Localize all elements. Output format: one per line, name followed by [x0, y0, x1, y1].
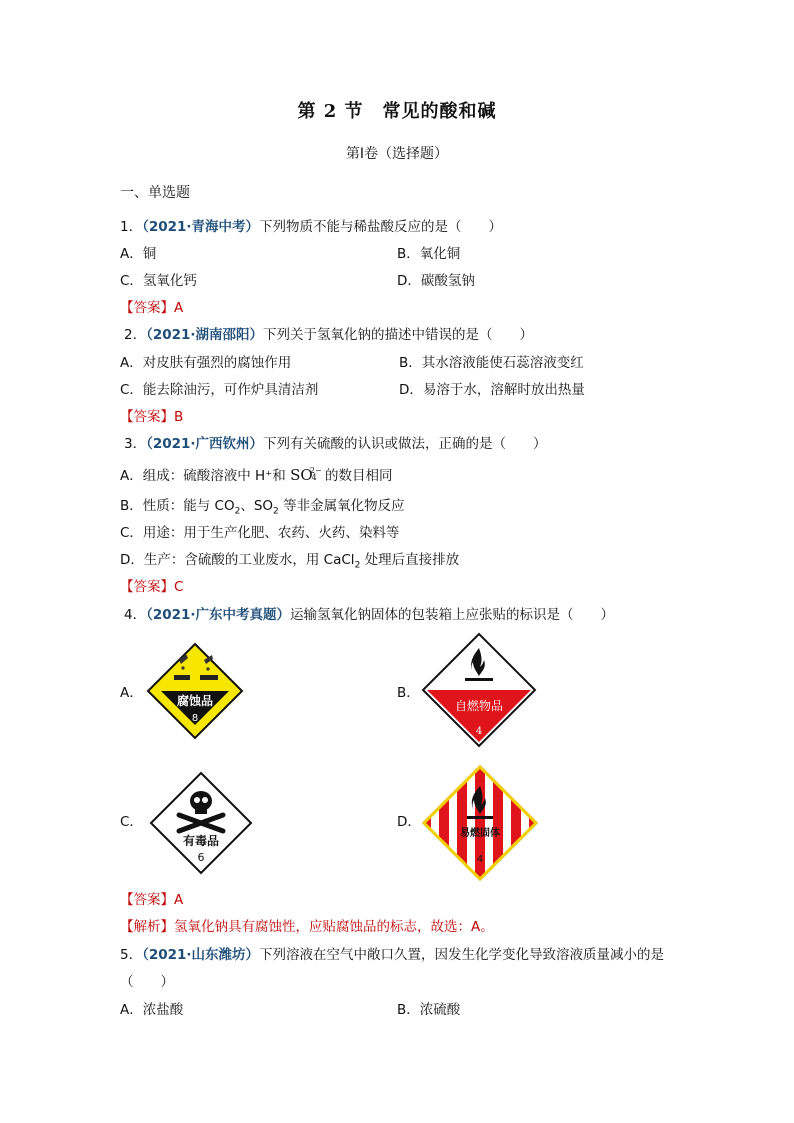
option-text: D．生产：含硫酸的工业废水，用 CaCl: [120, 552, 355, 568]
q4-option-a-label: A．: [120, 685, 143, 701]
answer-label: 【答案】: [120, 409, 174, 425]
answer-label: 【答案】: [120, 579, 174, 595]
sign-class-number: 6: [197, 851, 205, 864]
option-text: 、SO: [240, 498, 274, 514]
q5-option-a: A．浓盐酸: [120, 1002, 184, 1018]
sign-class-number: 4: [475, 726, 483, 737]
question-number: 3．: [124, 436, 147, 452]
sign-label: 腐蚀品: [176, 694, 214, 708]
answer-value: A: [174, 892, 184, 908]
q1-option-d: D．碳酸氢钠: [397, 273, 475, 289]
option-text: B．性质：能与 CO: [120, 498, 235, 514]
option-text: A．组成：硫酸溶液中 H⁺和: [120, 468, 291, 484]
sulfate-ion: [290, 466, 322, 484]
q1-answer: [120, 299, 183, 317]
question-text: 下列物质不能与稀盐酸反应的是（ ）: [259, 219, 503, 235]
q2-option-b: B．其水溶液能使石蕊溶液变红: [399, 355, 584, 371]
subscript: 2: [354, 560, 361, 571]
q4-option-c-label: C．: [120, 814, 143, 830]
sign-class-number: 4: [476, 854, 484, 865]
q2-option-c: C．能去除油污，可作炉具清洁剂: [120, 382, 319, 398]
question-source: （2021·广东中考真题）: [146, 607, 291, 623]
question-source: （2021·山东潍坊）: [142, 947, 260, 963]
corrosive-sign: [146, 642, 244, 740]
answer-value: B: [174, 409, 184, 425]
option-text: 等非金属氧化物反应: [278, 498, 405, 514]
question-3-stem: [124, 435, 547, 453]
question-text: 下列有关硫酸的认识或做法，正确的是（ ）: [263, 436, 547, 452]
toxic-sign: [149, 771, 253, 875]
sign-label: 自燃物品: [454, 699, 504, 713]
q1-option-a: A．铜: [120, 246, 157, 262]
subscript: 2: [273, 506, 279, 517]
q2-option-a: A．对皮肤有强烈的腐蚀作用: [120, 355, 292, 371]
q1-option-b: B．氧化铜: [397, 246, 461, 262]
option-text: 的数目相同: [320, 468, 393, 484]
q4-answer: [120, 891, 183, 909]
question-number: 5．: [120, 947, 143, 963]
answer-label: 【答案】: [120, 300, 174, 316]
section-heading: 一、单选题: [120, 185, 190, 201]
sign-label: 易燃固体: [460, 828, 500, 839]
question-5-stem: [120, 946, 664, 964]
page-subtitle: 第I卷（选择题）: [345, 146, 449, 162]
answer-label: 【答案】: [120, 892, 174, 908]
question-5-stem-cont: （ ）: [120, 974, 174, 990]
q3-option-c: C．用途：用于生产化肥、农药、火药、染料等: [120, 525, 400, 541]
q3-option-a: [120, 466, 392, 485]
q3-answer: [120, 578, 183, 596]
option-text: 处理后直接排放: [360, 552, 460, 568]
ion-subscript: 4: [311, 473, 317, 482]
analysis-label: 【解析】: [120, 919, 174, 935]
question-1-stem: [120, 218, 502, 236]
flammable-solid-sign: [421, 764, 539, 882]
q5-option-b: B．浓硫酸: [397, 1002, 461, 1018]
q1-option-c: C．氢氧化钙: [120, 273, 197, 289]
sign-label: 有毒品: [182, 834, 220, 848]
q2-answer: [120, 408, 183, 426]
ion-charge: 2−: [309, 466, 322, 475]
subscript: 2: [234, 506, 241, 517]
q4-analysis: [120, 918, 494, 936]
question-number: 4．: [124, 607, 147, 623]
question-2-stem: [124, 326, 533, 344]
question-text: 下列溶液在空气中敞口久置，因发生化学变化导致溶液质量减小的是: [259, 947, 665, 963]
q2-option-d: D．易溶于水，溶解时放出热量: [399, 382, 585, 398]
sign-class-number: 8: [191, 713, 199, 724]
q3-option-d: [120, 551, 459, 575]
question-source: （2021·广西钦州）: [146, 436, 264, 452]
question-number: 2．: [124, 327, 147, 343]
answer-value: C: [174, 579, 184, 595]
question-4-stem: [124, 606, 614, 624]
question-source: （2021·湖南邵阳）: [146, 327, 264, 343]
spontaneously-combustible-sign: [421, 632, 537, 748]
question-source: （2021·青海中考）: [142, 219, 260, 235]
page-title: 第 2 节 常见的酸和碱: [297, 101, 497, 122]
question-number: 1．: [120, 219, 143, 235]
ion-symbol: SO: [290, 466, 313, 484]
q3-option-b: [120, 497, 405, 521]
analysis-text: 氢氧化钠具有腐蚀性，应贴腐蚀品的标志，故选：A。: [174, 919, 494, 935]
question-text: 运输氢氧化钠固体的包装箱上应张贴的标识是（ ）: [290, 607, 615, 623]
answer-value: A: [174, 300, 184, 316]
q4-option-d-label: D．: [397, 814, 421, 830]
q4-option-b-label: B．: [397, 685, 420, 701]
question-text: 下列关于氢氧化钠的描述中错误的是（ ）: [263, 327, 534, 343]
